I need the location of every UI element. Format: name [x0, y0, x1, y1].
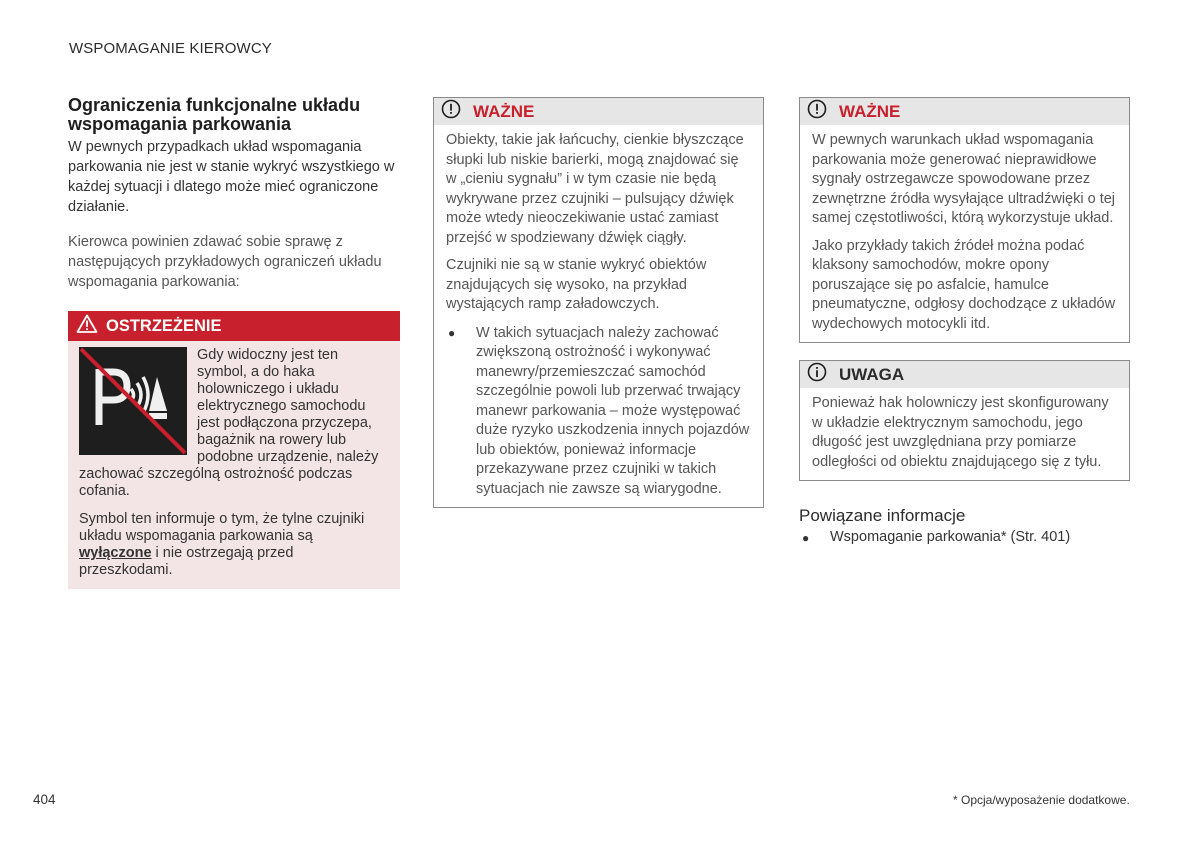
important-header-1 — [434, 98, 763, 125]
warning-box — [68, 311, 400, 589]
warning-text-2-start: Symbol ten informuje o tym, że tylne czujniki układu wspomagania parkowania są — [79, 511, 365, 544]
important-1-para-2: Czujniki nie są w stanie wykryć obiektów znajdujących się wysoko, na przykład wystających ramp załadowczych. — [446, 257, 707, 312]
exclamation-circle-icon — [441, 99, 461, 124]
warning-title: OSTRZEŻENIE — [106, 316, 222, 335]
section-header: WSPOMAGANIE KIEROWCY — [69, 40, 272, 57]
important-header-2 — [800, 98, 1129, 125]
note-box — [799, 360, 1130, 481]
related-heading: Powiązane informacje — [799, 506, 966, 525]
warning-text-1: Gdy widoczny jest ten symbol, a do haka holowniczego i układu elektrycznego samochodu jest podłączona przyczepa, bagażnik na rowery lub podobne urządzenie, należy zachować szczególną ostrożność podczas cofania. — [79, 347, 379, 499]
exclamation-circle-icon — [807, 99, 827, 124]
parking-sensor-off-icon — [79, 347, 187, 455]
page-number: 404 — [33, 792, 56, 807]
important-body-2 — [800, 125, 1129, 342]
important-column — [433, 97, 764, 508]
note-header — [800, 361, 1129, 388]
warning-text-2 — [79, 511, 388, 579]
bullet-icon: ● — [802, 531, 810, 545]
important-2-para-1: W pewnych warunkach układ wspomagania parkowania może generować nieprawidłowe sygnały ostrzegawcze spowodowane przez zewnętrzne źródła wysyłające ultradźwięki o tej samej częstotliwości, którą wykorzystuje układ. — [812, 132, 1116, 226]
important-2-para-2: Jako przykłady takich źródeł można podać klaksony samochodów, mokre opony poruszające się po asfalcie, hamulce pneumatyczne, odgłosy dochodzące z układów wydechowych motocykli itd. — [812, 237, 1116, 332]
bullet-icon: ● — [448, 325, 456, 340]
important-body-1 — [434, 125, 763, 507]
list-item — [446, 324, 751, 500]
right-column — [799, 97, 1130, 548]
related-link[interactable] — [799, 529, 1130, 548]
footnote: * Opcja/wyposażenie dodatkowe. — [953, 793, 1130, 807]
note-title: UWAGA — [839, 364, 905, 384]
main-column — [68, 96, 400, 589]
important-title-2: WAŻNE — [839, 101, 901, 121]
note-paragraph: Kierowca powinien zdawać sobie sprawę z następujących przykładowych ograniczeń układu wspomagania parkowania: — [68, 234, 382, 290]
related-link-text[interactable]: Wspomaganie parkowania* (Str. 401) — [830, 529, 1071, 545]
note-text: Ponieważ hak holowniczy jest skonfigurowany w układzie elektrycznym samochodu, jego długość jest uwzględniana przy pomiarze odległości od obiektu znajdującego się z tyłu. — [812, 395, 1109, 470]
important-box-2 — [799, 97, 1130, 343]
important-title-1: WAŻNE — [473, 101, 535, 121]
warning-header — [68, 311, 400, 341]
warning-body — [68, 341, 400, 589]
warning-text-2-end: i nie ostrzegają przed przeszkodami. — [79, 545, 294, 578]
important-1-para-1: Obiekty, takie jak łańcuchy, cienkie błyszczące słupki lub niskie barierki, mogą znajdować się w „cieniu sygnału” i w tym czasie nie będą wykrywane przez czujniki – pulsujący dźwięk może wtedy nieoczekiwanie ustać zamiast przejść w spodziewany dźwięk ciągły. — [446, 132, 744, 246]
important-box-1 — [433, 97, 764, 508]
warning-triangle-icon — [76, 314, 98, 338]
note-body — [800, 388, 1129, 480]
intro-paragraph: W pewnych przypadkach układ wspomagania parkowania nie jest w stanie wykryć wszystkiego w każdej sytuacji i dlatego może mieć ograniczone działanie. — [68, 139, 395, 215]
section-title: Ograniczenia funkcjonalne układu wspomagania parkowania — [68, 95, 361, 134]
disabled-term: wyłączone — [79, 545, 152, 561]
important-1-bullet: W takich sytuacjach należy zachować zwiększoną ostrożność i wykonywać manewry/przemieszczać samochód szczególnie powoli lub przerwać trwający manewr parkowania – może występować duże ryzyko uszkodzenia innych pojazdów lub obiektów, ponieważ informacje przekazywane przez czujniki w takich sytuacjach nie zawsze są wiarygodne. — [476, 324, 750, 497]
info-circle-icon — [807, 362, 827, 387]
